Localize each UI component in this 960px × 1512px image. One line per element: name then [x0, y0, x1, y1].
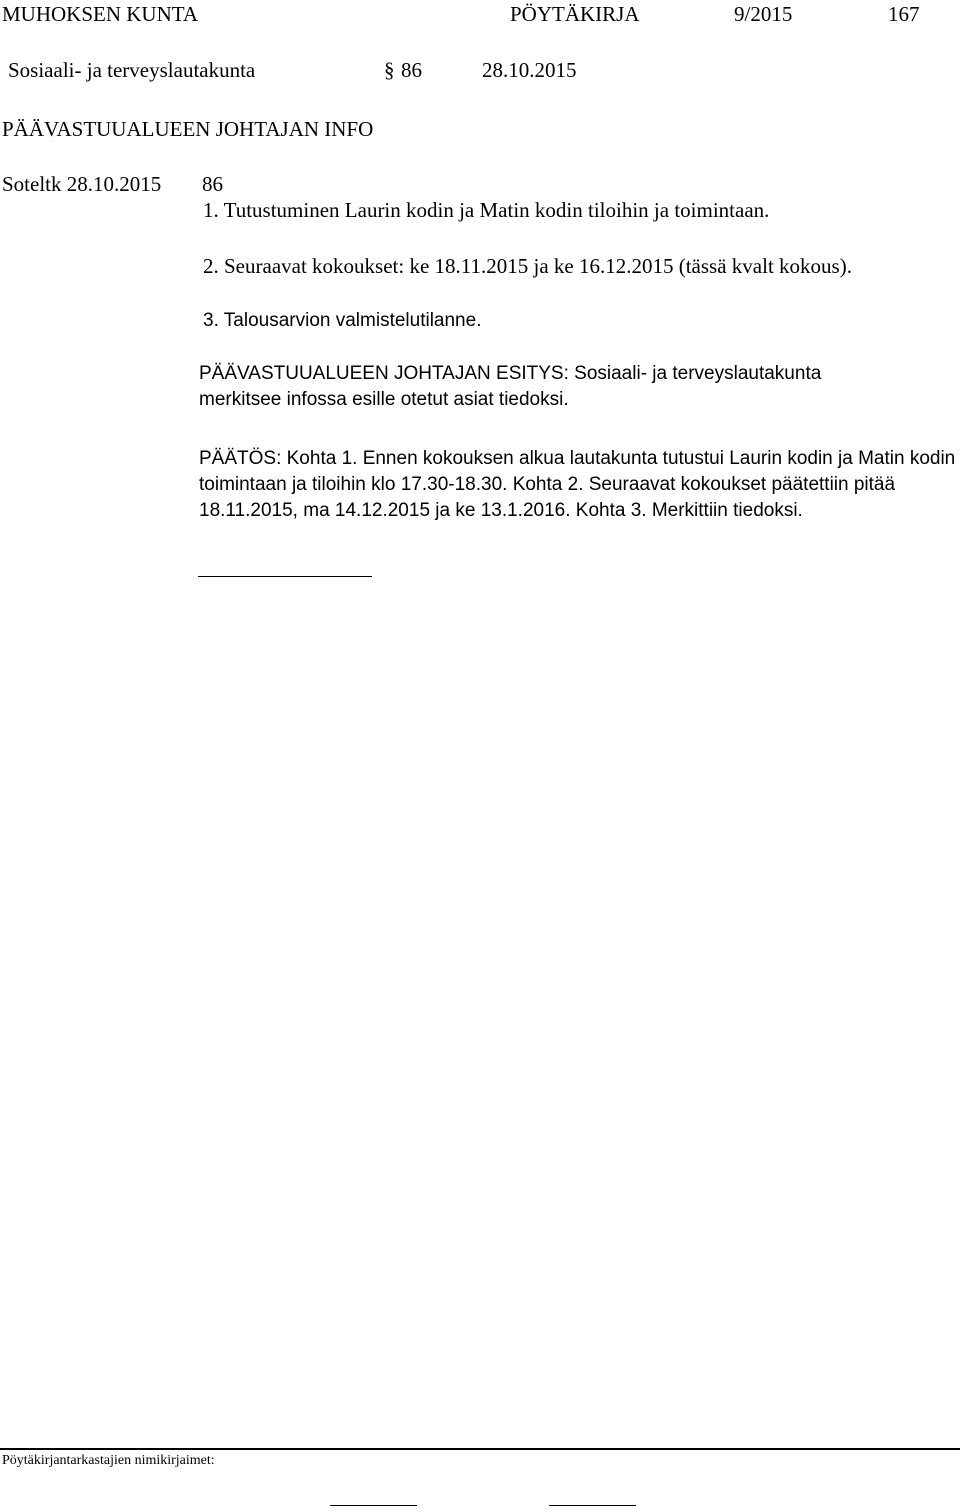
agenda-item: 2. Seuraavat kokoukset: ke 18.11.2015 ja ke 16.12.2015 (tässä kvalt kokous).: [203, 254, 852, 278]
end-rule: [198, 576, 372, 577]
section-title: PÄÄVASTUUALUEEN JOHTAJAN INFO: [2, 117, 374, 141]
decision-paragraph: PÄÄTÖS: Kohta 1. Ennen kokouksen alkua lautakunta tutustui Laurin kodin ja Matin kodin toimintaan ja tiloihin klo 17.30-18.30. Kohta 2. Seuraavat kokoukset päätettiin pitää 18.11.2015, ma 14.12.2015 ja ke 13.1.2016. Kohta 3. Merkittiin tiedoksi.: [199, 448, 956, 521]
meeting-date: 28.10.2015: [482, 58, 577, 82]
section-symbol-icon: §: [384, 58, 395, 82]
footer-rule: [0, 1448, 960, 1450]
reference-label: Soteltk 28.10.2015: [2, 172, 162, 196]
document-type: PÖYTÄKIRJA: [510, 2, 640, 26]
initials-line: [330, 1505, 417, 1506]
initials-line: [549, 1505, 636, 1506]
footer-label: Pöytäkirjantarkastajien nimikirjaimet:: [2, 1453, 215, 1468]
board-name: Sosiaali- ja terveyslautakunta: [8, 58, 256, 82]
agenda-item: 3. Talousarvion valmistelutilanne.: [203, 310, 482, 331]
municipality-name: MUHOKSEN KUNTA: [2, 2, 199, 26]
document-header: [0, 0, 960, 170]
agenda-item: 1. Tutustuminen Laurin kodin ja Matin kodin tiloihin ja toimintaan.: [203, 198, 770, 222]
proposal-line: PÄÄVASTUUALUEEN JOHTAJAN ESITYS: Sosiaali- ja terveyslautakunta: [199, 363, 822, 384]
proposal-line: merkitsee infossa esille otetut asiat tiedoksi.: [199, 389, 569, 410]
reference-number: 86: [202, 172, 223, 196]
document-number: 9/2015: [734, 2, 793, 26]
page-number: 167: [888, 2, 920, 26]
section-number: 86: [401, 58, 422, 82]
